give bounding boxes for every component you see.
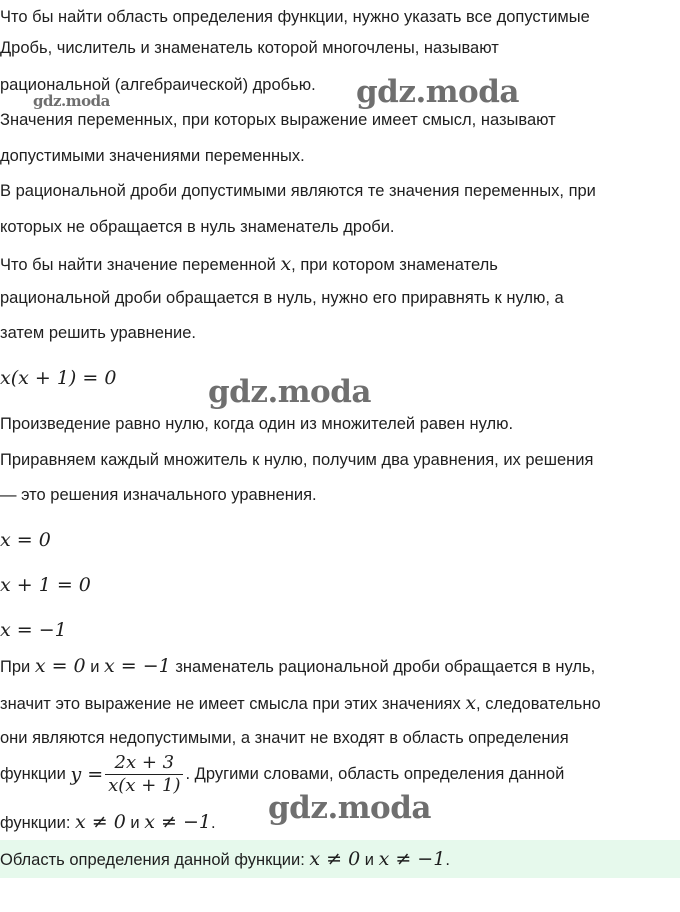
inline-math: x ≠ 0 xyxy=(75,811,126,833)
inline-math: x = 0 xyxy=(34,655,86,677)
text-segment: и xyxy=(360,851,379,869)
text-line: В рациональной дроби допустимыми являются те значения переменных, при xyxy=(0,182,596,200)
text-line: Произведение равно нулю, когда один из множителей равен нулю. xyxy=(0,415,514,433)
text-segment: функции: xyxy=(0,814,76,832)
fraction-denominator: x(x + 1) xyxy=(108,775,181,796)
text-line: допустимыми значениями переменных. xyxy=(0,147,305,165)
text-line xyxy=(0,253,498,275)
text-line: рациональной дроби обращается в нуль, нужно его приравнять к нулю, а xyxy=(0,289,564,307)
inline-math: x ≠ −1 xyxy=(144,811,211,833)
text-segment: . xyxy=(445,851,450,869)
text-segment: . xyxy=(210,814,216,832)
text-line: Приравняем каждый множитель к нулю, получим два уравнения, их решения xyxy=(0,451,594,469)
text-segment: значит это выражение не имеет смысла при этих значениях xyxy=(0,695,466,713)
text-line: Значения переменных, при которых выражение имеет смысл, называют xyxy=(0,111,556,129)
inline-math: y = xyxy=(70,763,104,786)
text-line: которых не обращается в нуль знаменатель дроби. xyxy=(0,218,395,236)
text-segment: функции xyxy=(0,765,71,783)
text-segment: , следовательно xyxy=(476,695,601,713)
text-segment: , при котором знаменатель xyxy=(291,256,498,274)
text-segment: и xyxy=(125,814,145,832)
text-line: — это решения изначального уравнения. xyxy=(0,486,317,504)
inline-math: x ≠ 0 xyxy=(309,848,361,870)
text-segment: и xyxy=(85,658,105,676)
text-segment: Что бы найти значение переменной xyxy=(0,256,281,274)
text-segment: . Другими словами, область определения данной xyxy=(185,765,565,783)
inline-math: x ≠ −1 xyxy=(378,848,446,870)
math-variable: x xyxy=(280,253,292,275)
text-line: Дробь, числитель и знаменатель которой многочлены, называют xyxy=(0,39,499,57)
watermark: gdz.moda xyxy=(268,790,431,826)
text-line: рациональной (алгебраической) дробью. xyxy=(0,76,316,94)
equation: x = 0 xyxy=(0,529,51,551)
math-variable: x xyxy=(465,692,477,714)
fraction-numerator: 2x + 3 xyxy=(105,752,183,775)
text-line xyxy=(0,692,601,714)
text-line xyxy=(0,655,595,677)
text-line: они являются недопустимыми, а значит не входят в область определения xyxy=(0,729,569,747)
answer-line xyxy=(0,848,450,870)
watermark: gdz.moda xyxy=(356,74,519,110)
equation: x + 1 = 0 xyxy=(0,574,91,596)
fraction xyxy=(105,752,183,797)
equation: x(x + 1) = 0 xyxy=(0,367,117,389)
answer-box xyxy=(0,840,680,878)
watermark-small: gdz.moda xyxy=(33,92,110,110)
text-segment: знаменатель рациональной дроби обращается в нуль, xyxy=(170,658,596,676)
inline-math: x = −1 xyxy=(104,655,171,677)
equation: x = −1 xyxy=(0,619,67,641)
text-segment: Область определения данной функции: xyxy=(0,851,310,869)
text-line xyxy=(0,811,216,833)
watermark: gdz.moda xyxy=(208,374,371,410)
text-line: Что бы найти область определения функции, нужно указать все допустимые xyxy=(0,8,590,26)
text-segment: При xyxy=(0,658,35,676)
text-line: затем решить уравнение. xyxy=(0,324,196,342)
